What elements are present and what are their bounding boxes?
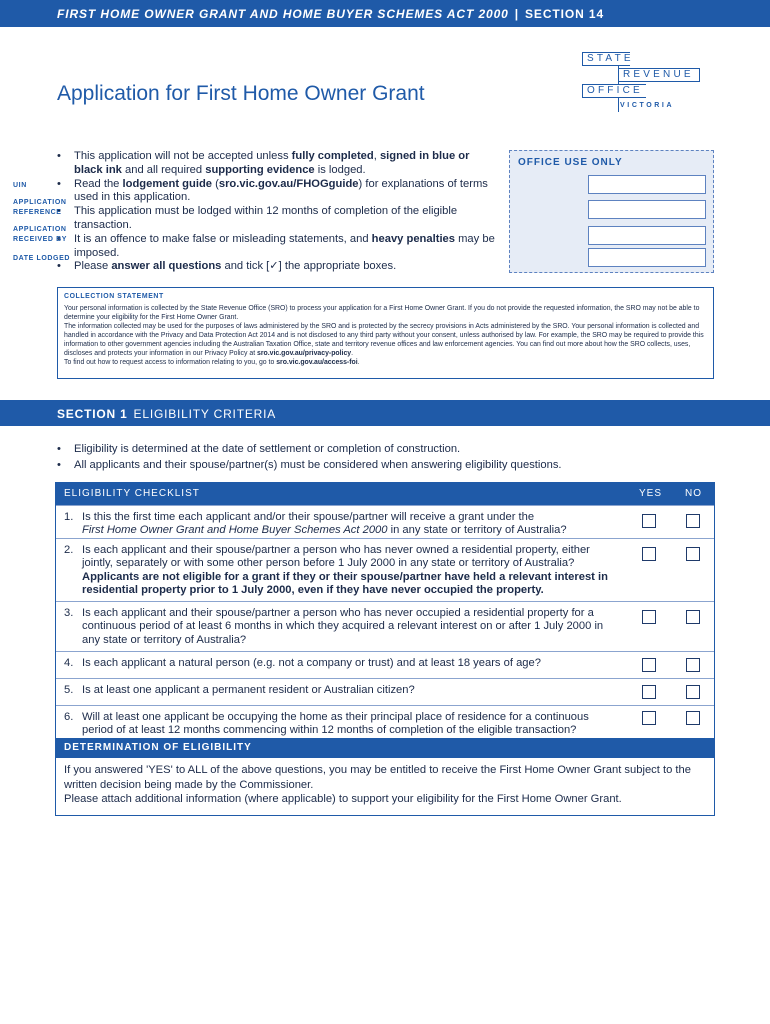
checklist-heading: ELIGIBILITY CHECKLIST [64,488,200,499]
question-row-4: 4. Is each applicant a natural person (e.g. not a company or trust) and at least 18 years of age? [56,651,714,678]
q2-no-checkbox[interactable] [686,547,700,561]
q2-yes-checkbox[interactable] [642,547,656,561]
office-date-field[interactable] [588,248,706,267]
determination-p1: If you answered 'YES' to ALL of the above questions, you may be entitled to receive the First Home Owner Grant subject to the written decision being made by the Commissioner. [64,764,691,791]
q6-yes-checkbox[interactable] [642,711,656,725]
office-received-label: APPLICATION RECEIVED BY [13,226,68,243]
eligibility-note: • All applicants and their spouse/partner(s) must be considered when answering eligibility questions. [57,457,717,473]
intro-list [57,150,497,274]
office-use-heading: OFFICE USE ONLY [518,157,623,168]
intro-item: • Read the lodgement guide (sro.vic.gov.au/FHOGguide) for explanations of terms used in this application. [57,178,497,206]
collection-heading: COLLECTION STATEMENT [64,293,164,300]
collection-p3: To find out how to request access to information relating to you, go to sro.vic.gov.au/access-foi. [64,359,360,366]
intro-item: • This application must be lodged within 12 months of completion of the eligible transaction. [57,205,497,233]
office-uin-label: UIN [13,182,27,189]
eligibility-notes [57,441,717,473]
question-row-1: 1. Is this the first time each applicant and/or their spouse/partner will receive a grant under the First Home Owner Grant and Home Buyer Schemes Act 2000 in any state or territory of Australia? [56,505,714,538]
top-banner [0,0,770,27]
sro-logo [582,52,700,114]
logo-state: STATE [582,52,630,66]
intro-item: • It is an offence to make false or misleading statements, and heavy penalties may be imposed. [57,233,497,261]
banner-separator: | [514,7,520,21]
no-column-label: NO [685,488,702,499]
logo-office: OFFICE [582,84,646,98]
collection-p2: The information collected may be used for the purposes of laws administered by the SRO and is protected by the secrecy provisions in Acts administered by the SRO. Your personal information is collected and handled in accordance with the Privacy and Data Protection Act 2014 and is not disclosed to any third party without your consent, unless authorised by law. For example, the SRO may be required to provide this information to other government agencies including the Australian Taxation Office, state and territory revenue offices and law enforcement agencies. You can find out more about how the SRO collects, uses, discloses and protects your information in our Privacy Policy at sro.vic.gov.au/privacy-policy. [64,323,704,357]
collection-statement [57,287,714,379]
guide-link[interactable]: sro.vic.gov.au/FHOGguide [218,177,359,190]
eligibility-note: • Eligibility is determined at the date of settlement or completion of construction. [57,441,717,457]
intro-item: • Please answer all questions and tick [✓] the appropriate boxes. [57,260,497,274]
question-row-6: 6. Will at least one applicant be occupying the home as their principal place of residence for a continuous period of at least 12 months commencing within 12 months of completion of the eligible transaction? [56,705,714,738]
q4-no-checkbox[interactable] [686,658,700,672]
q1-yes-checkbox[interactable] [642,514,656,528]
section-1-header [0,400,770,426]
intro-item: • This application will not be accepted unless fully completed, signed in blue or black ink and all required supporting evidence is lodged. [57,150,497,178]
banner-section: SECTION 14 [525,7,605,21]
office-received-field[interactable] [588,226,706,245]
collection-p1: Your personal information is collected by the State Revenue Office (SRO) to process your application for a First Home Owner Grant. If you do not provide the requested information, the SRO may not be able to determine your eligibility for the First Home Owner Grant. [64,305,700,321]
section-title: ELIGIBILITY CRITERIA [133,407,277,421]
office-uin-field[interactable] [588,175,706,194]
page-title: Application for First Home Owner Grant [57,82,425,105]
office-appref-label: APPLICATION REFERENCE [13,199,67,216]
q5-yes-checkbox[interactable] [642,685,656,699]
question-row-5: 5. Is at least one applicant a permanent resident or Australian citizen? [56,678,714,705]
q4-yes-checkbox[interactable] [642,658,656,672]
access-foi-link[interactable]: sro.vic.gov.au/access-foi [276,359,358,366]
q1-no-checkbox[interactable] [686,514,700,528]
determination-p2: Please attach additional information (where applicable) to support your eligibility for the First Home Owner Grant. [64,793,622,805]
eligibility-checklist [55,482,715,816]
question-row-3: 3. Is each applicant and their spouse/partner a person who has never occupied a residential property for a continuous period of at least 6 months in which they acquired a relevant interest on or after 1 July 2000 in any state or territory of Australia? [56,601,714,651]
office-appref-field[interactable] [588,200,706,219]
determination-body [56,758,714,815]
determination-header: DETERMINATION OF ELIGIBILITY [56,738,714,758]
q3-no-checkbox[interactable] [686,610,700,624]
question-row-2: 2. Is each applicant and their spouse/partner a person who has never owned a residential property, either jointly, separately or with some other person before 1 July 2000 in any state or territory of Australia? Applicants are not eligible for a grant if they or their spouse/partner have held a relevant interest in residential property prior to 1 July 2000, even if they have never occupied the property. [56,538,714,601]
office-date-label: DATE LODGED [13,255,71,262]
yes-column-label: YES [639,488,663,499]
q6-no-checkbox[interactable] [686,711,700,725]
q5-no-checkbox[interactable] [686,685,700,699]
q3-yes-checkbox[interactable] [642,610,656,624]
checklist-header [56,483,714,505]
act-title: FIRST HOME OWNER GRANT AND HOME BUYER SCHEMES ACT 2000 [57,7,509,21]
logo-revenue: REVENUE [618,68,700,82]
section-number: SECTION 1 [57,407,128,421]
privacy-link[interactable]: sro.vic.gov.au/privacy-policy [257,350,352,357]
logo-victoria: VICTORIA [620,102,675,109]
